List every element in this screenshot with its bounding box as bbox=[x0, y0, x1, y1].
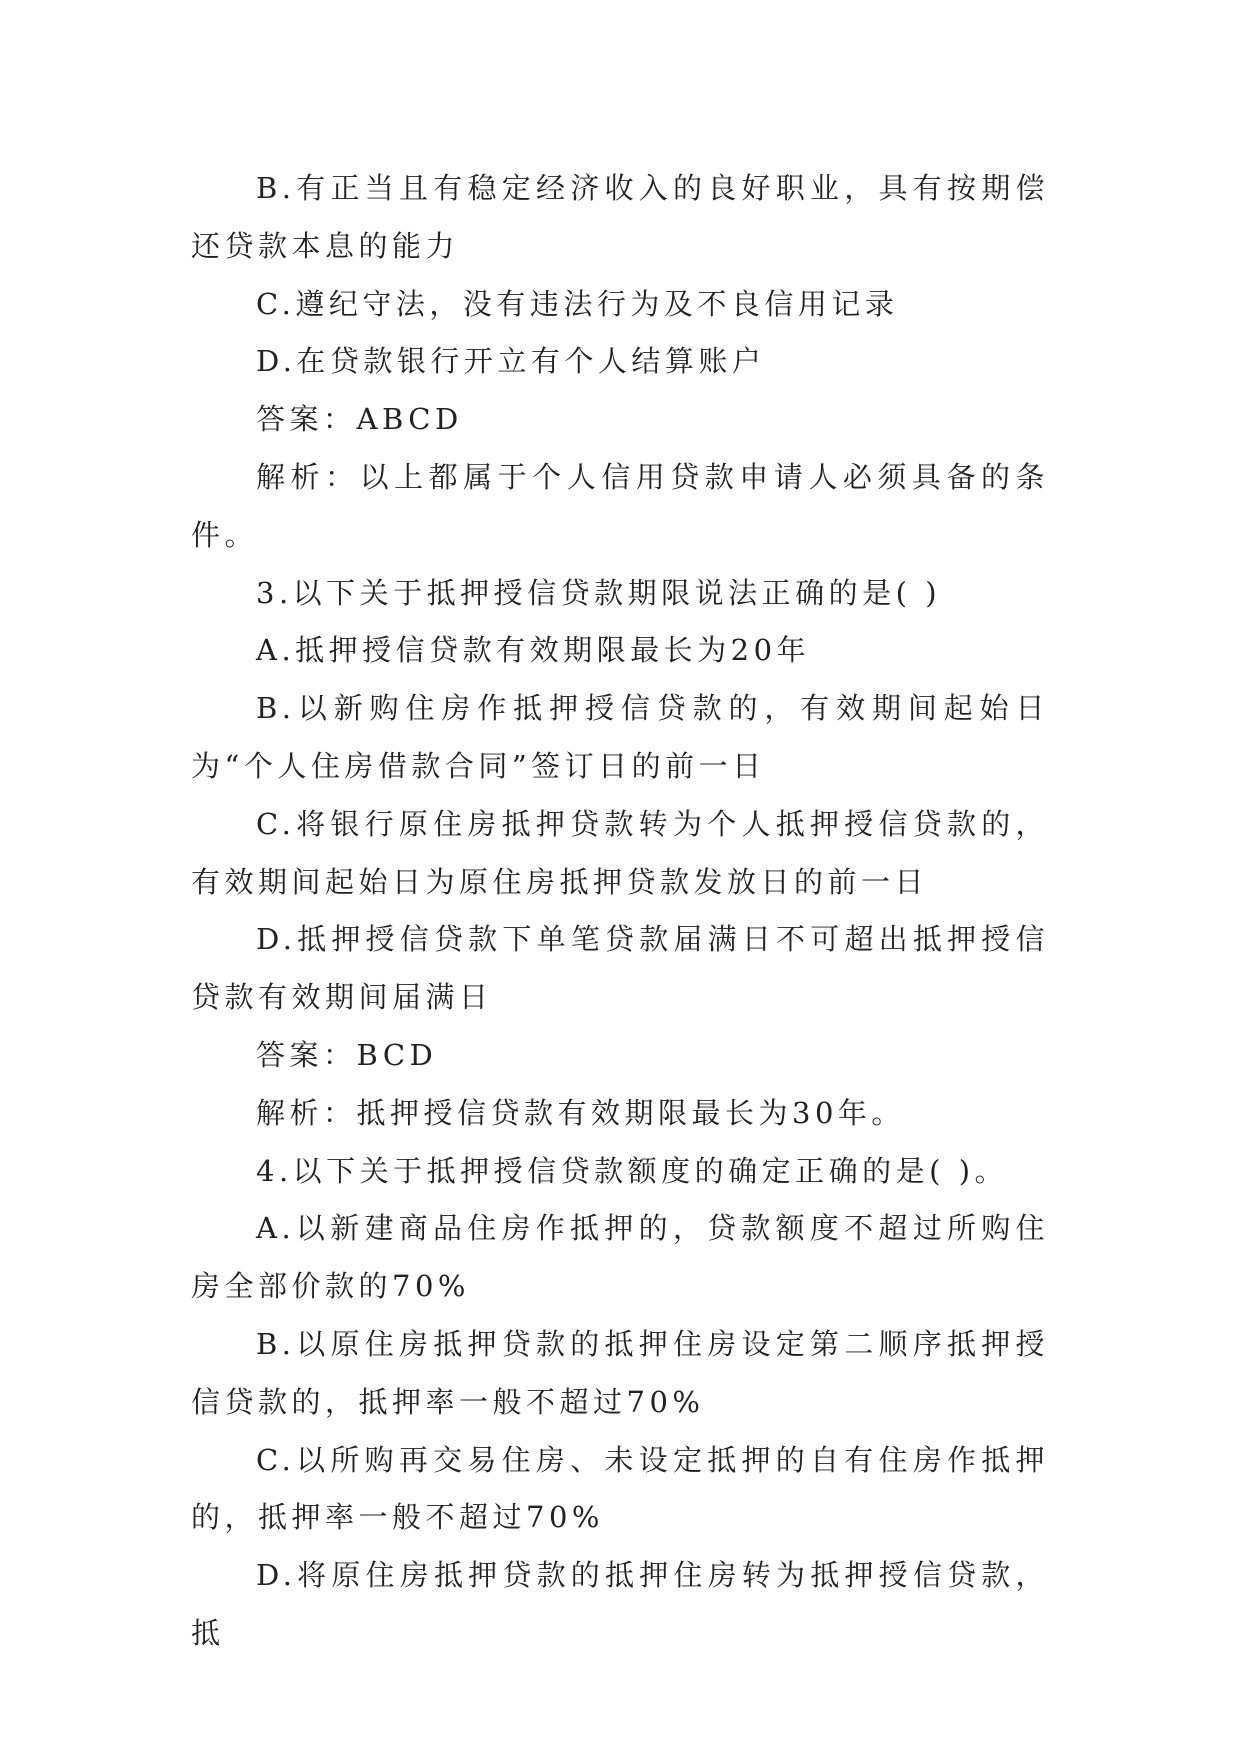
option-c-law-abiding: C.遵纪守法，没有违法行为及不良信用记录 bbox=[256, 286, 899, 321]
explanation-q3: 解析：抵押授信贷款有效期限最长为30年。 bbox=[256, 1095, 905, 1130]
document-body bbox=[191, 160, 1049, 1663]
answer-q3: 答案：BCD bbox=[256, 1037, 438, 1072]
q4-option-b: B.以原住房抵押贷款的抵押住房设定第二顺序抵押授信贷款的，抵押率一般不超过70% bbox=[191, 1326, 1049, 1419]
q3-option-c: C.将银行原住房抵押贷款转为个人抵押授信贷款的，有效期间起始日为原住房抵押贷款发放日的前一日 bbox=[191, 806, 1049, 899]
q3-option-d: D.抵押授信贷款下单笔贷款届满日不可超出抵押授信贷款有效期间届满日 bbox=[191, 922, 1049, 1015]
q4-option-c: C.以所购再交易住房、未设定抵押的自有住房作抵押的，抵押率一般不超过70% bbox=[191, 1442, 1049, 1535]
question-3: 3.以下关于抵押授信贷款期限说法正确的是( ) bbox=[256, 575, 942, 610]
q3-option-b: B.以新购住房作抵押授信贷款的，有效期间起始日为“个人住房借款合同”签订日的前一日 bbox=[191, 691, 1049, 783]
answer-q2: 答案：ABCD bbox=[256, 402, 463, 437]
question-4: 4.以下关于抵押授信贷款额度的确定正确的是( )。 bbox=[256, 1153, 1009, 1188]
option-d-settlement-account: D.在贷款银行开立有个人结算账户 bbox=[256, 344, 766, 379]
q4-option-d: D.将原住房抵押贷款的抵押住房转为抵押授信贷款，抵 bbox=[191, 1558, 1049, 1650]
q3-option-a: A.抵押授信贷款有效期限最长为20年 bbox=[256, 633, 811, 668]
q4-option-a: A.以新建商品住房作抵押的，贷款额度不超过所购住房全部价款的70% bbox=[191, 1211, 1049, 1304]
explanation-q2: 解析：以上都属于个人信用贷款申请人必须具备的条件。 bbox=[191, 459, 1049, 552]
option-b-stable-income: B.有正当且有稳定经济收入的良好职业，具有按期偿还贷款本息的能力 bbox=[191, 171, 1049, 263]
